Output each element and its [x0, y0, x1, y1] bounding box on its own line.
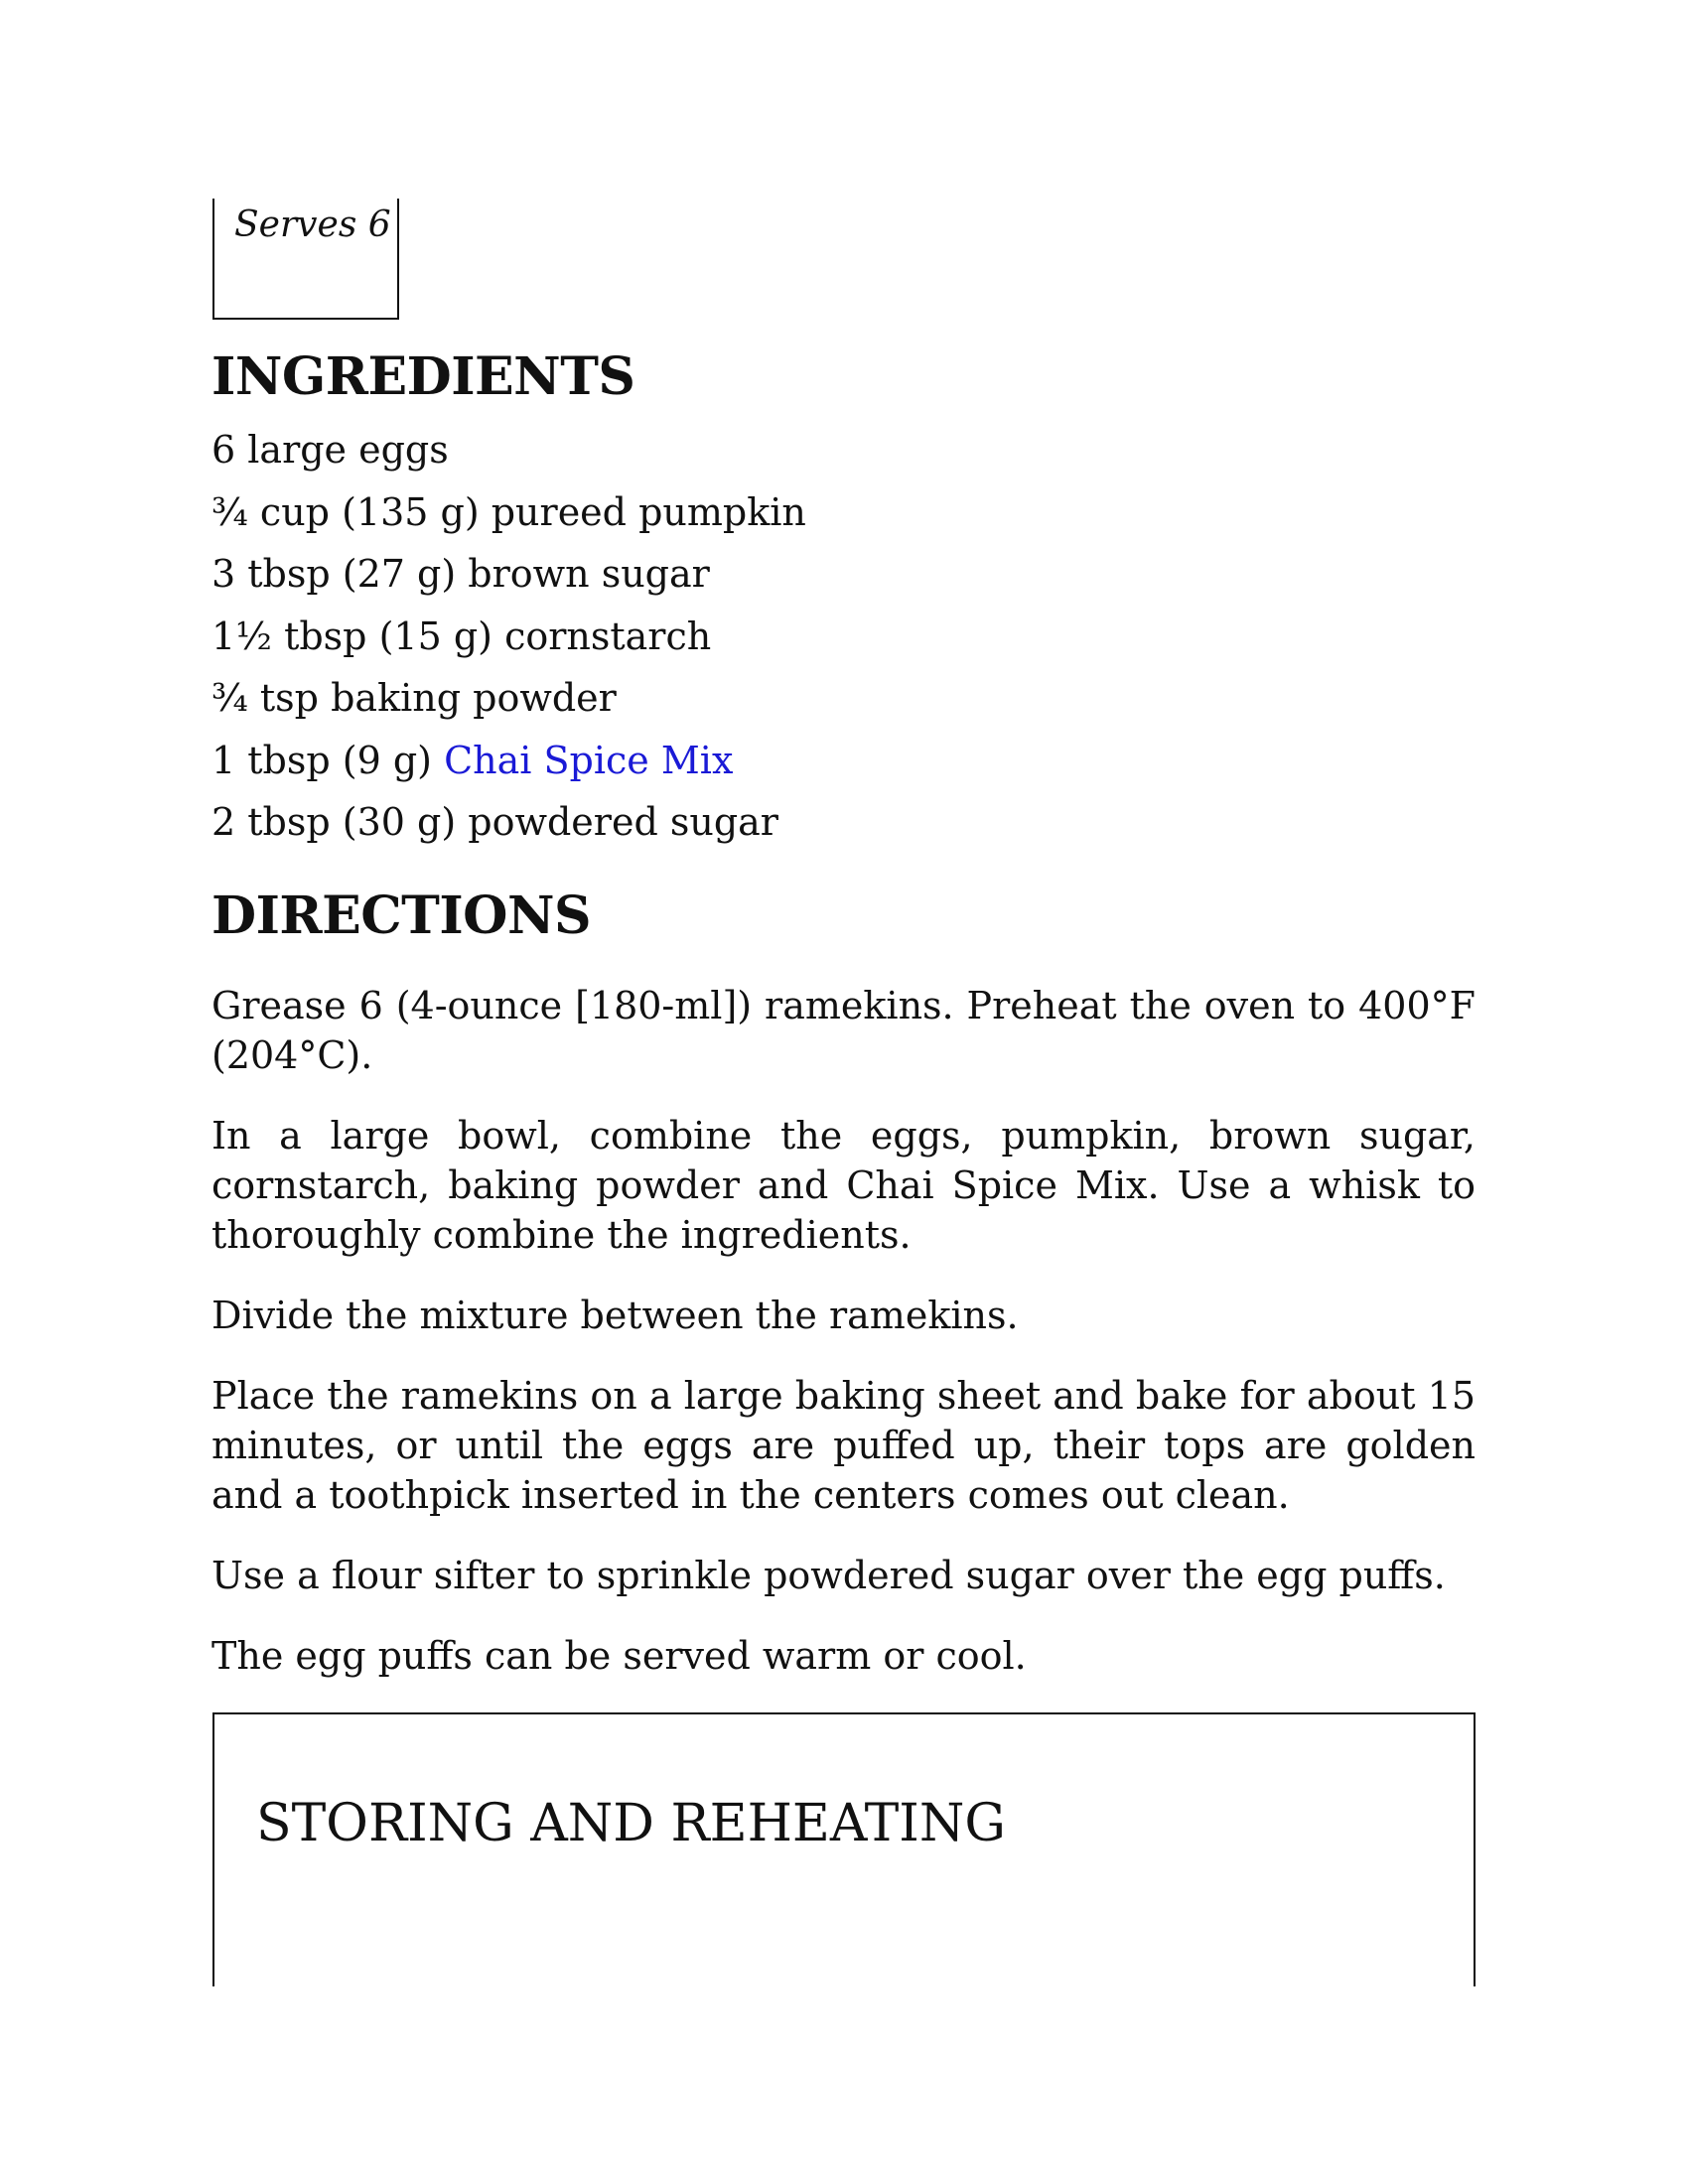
- storing-heading: STORING AND REHEATING: [256, 1794, 1006, 1853]
- ingredient-item: 3 tbsp (27 g) brown sugar: [211, 552, 710, 596]
- direction-step: In a large bowl, combine the eggs, pumpkin, brown sugar, cornstarch, baking powder and Chai Spice Mix. Use a whisk to thoroughly combine the ingredients.: [211, 1114, 1476, 1257]
- directions-heading: DIRECTIONS: [211, 886, 592, 946]
- direction-step: Use a flour sifter to sprinkle powdered sugar over the egg puffs.: [211, 1554, 1446, 1597]
- chai-spice-mix-link[interactable]: Chai Spice Mix: [444, 738, 734, 782]
- ingredient-item: ¾ cup (135 g) pureed pumpkin: [211, 489, 806, 534]
- direction-step: Grease 6 (4-ounce [180-ml]) ramekins. Preheat the oven to 400°F (204°C).: [211, 984, 1476, 1077]
- ingredient-item: 1½ tbsp (15 g) cornstarch: [211, 614, 712, 658]
- directions-body: [211, 981, 1476, 1711]
- direction-step: The egg puffs can be served warm or cool.: [211, 1634, 1027, 1678]
- ingredient-prefix: 1 tbsp (9 g): [211, 738, 445, 782]
- ingredients-heading: INGREDIENTS: [211, 346, 635, 407]
- ingredient-item: 2 tbsp (30 g) powdered sugar: [211, 800, 778, 844]
- serves-box: [212, 199, 399, 320]
- ingredient-item: ¾ tsp baking powder: [211, 676, 617, 720]
- ingredients-list: [211, 425, 806, 860]
- ingredient-item: [211, 736, 806, 798]
- serves-label: Serves 6: [234, 205, 391, 245]
- direction-step: Divide the mixture between the ramekins.: [211, 1294, 1019, 1337]
- direction-step: Place the ramekins on a large baking sheet and bake for about 15 minutes, or until the eggs are puffed up, their tops are golden and a toothpick inserted in the centers comes out clean.: [211, 1374, 1476, 1517]
- storing-box: [212, 1712, 1476, 1986]
- ingredient-item: 6 large eggs: [211, 428, 449, 472]
